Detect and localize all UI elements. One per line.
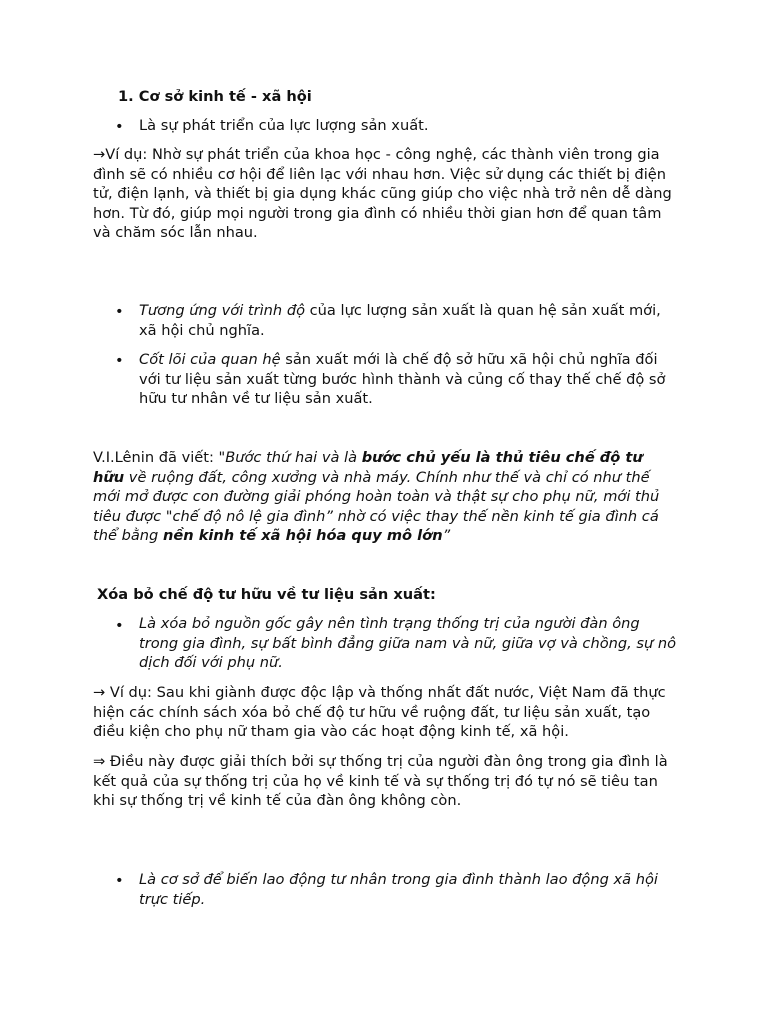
bullet-text-abolish-domination [139,614,679,673]
lenin-quote-paragraph [93,448,668,546]
quote-italic-2: về ruộng đất, công xưởng và nhà máy. Chính như thế và chỉ có như thế mới mở được con đường giải phóng hoàn toàn và thật sự cho phụ nữ, mới thủ tiêu được "chế độ nô lệ gia đình” nhờ có việc thay thế nền kinh tế gia đình cá thể bằng [93,468,660,545]
bullet-rest: sản xuất mới là chế độ sở hữu xã hội chủ nghĩa đối với tư liệu sản xuất từng bước hình thành và củng cố thay thế chế độ sở hữu tư nhân về tư liệu sản xuất. [139,351,666,408]
bullet-text-ownership-core [139,350,679,409]
quote-suffix: ” [442,527,451,545]
section-heading-abolish-private-ownership: Xóa bỏ chế độ tư hữu về tư liệu sản xuất: [97,586,436,603]
bullet-marker: • [115,303,124,320]
bullet-marker: • [115,118,124,135]
bullet-italic-text: Là xóa bỏ nguồn gốc gây nên tình trạng thống trị của người đàn ông trong gia đình, sự bất bình đẳng giữa nam và nữ, giữa vợ và chồng, sự nô dịch đối với phụ nữ. [139,615,677,672]
bullet-text-productive-forces: Là sự phát triển của lực lượng sản xuất. [139,117,429,134]
quote-italic-1: Bước thứ hai và là [225,449,362,466]
bullet-rest: của lực lượng sản xuất là quan hệ sản xuất mới, xã hội chủ nghĩa. [139,302,661,339]
bullet-text-relations-of-production [139,301,679,340]
bullet-marker: • [115,872,124,889]
quote-bold-1: bước chủ yếu là thủ tiêu chế độ tư hữu [93,449,643,486]
bullet-marker: • [115,352,124,369]
bullet-italic-text: Là cơ sở để biến lao động tư nhân trong gia đình thành lao động xã hội trực tiếp. [139,871,658,908]
bullet-text-social-labor [139,870,679,909]
example-paragraph-vietnam: → Ví dụ: Sau khi giành được độc lập và thống nhất đất nước, Việt Nam đã thực hiện các chính sách xóa bỏ chế độ tư hữu về ruộng đất, tư liệu sản xuất, tạo điều kiện cho phụ nữ tham gia vào các hoạt động kinh tế, xã hội. [93,684,666,741]
conclusion-paragraph: ⇒ Điều này được giải thích bởi sự thống trị của người đàn ông trong gia đình là kết quả của sự thống trị của họ về kinh tế và sự thống trị đó tự nó sẽ tiêu tan khi sự thống trị về kinh tế của đàn ông không còn. [93,753,668,810]
quote-bold-2: nền kinh tế xã hội hóa quy mô lớn [162,527,443,545]
italic-lead: Cốt lõi của quan hệ [139,351,281,368]
quote-prefix: V.I.Lênin đã viết: " [93,449,226,466]
italic-lead: Tương ứng với trình độ [139,302,306,319]
section-heading-economic-social-basis: 1. Cơ sở kinh tế - xã hội [118,88,312,105]
example-paragraph-technology: →Ví dụ: Nhờ sự phát triển của khoa học - công nghệ, các thành viên trong gia đình sẽ có nhiều cơ hội để liên lạc với nhau hơn. Việc sử dụng các thiết bị điện tử, điện lạnh, và thiết bị gia dụng khác cũng giúp cho việc nhà trở nên dễ dàng hơn. Từ đó, giúp mọi người trong gia đình có nhiều thời gian hơn để quan tâm và chăm sóc lẫn nhau. [93,146,672,242]
bullet-marker: • [115,617,124,634]
